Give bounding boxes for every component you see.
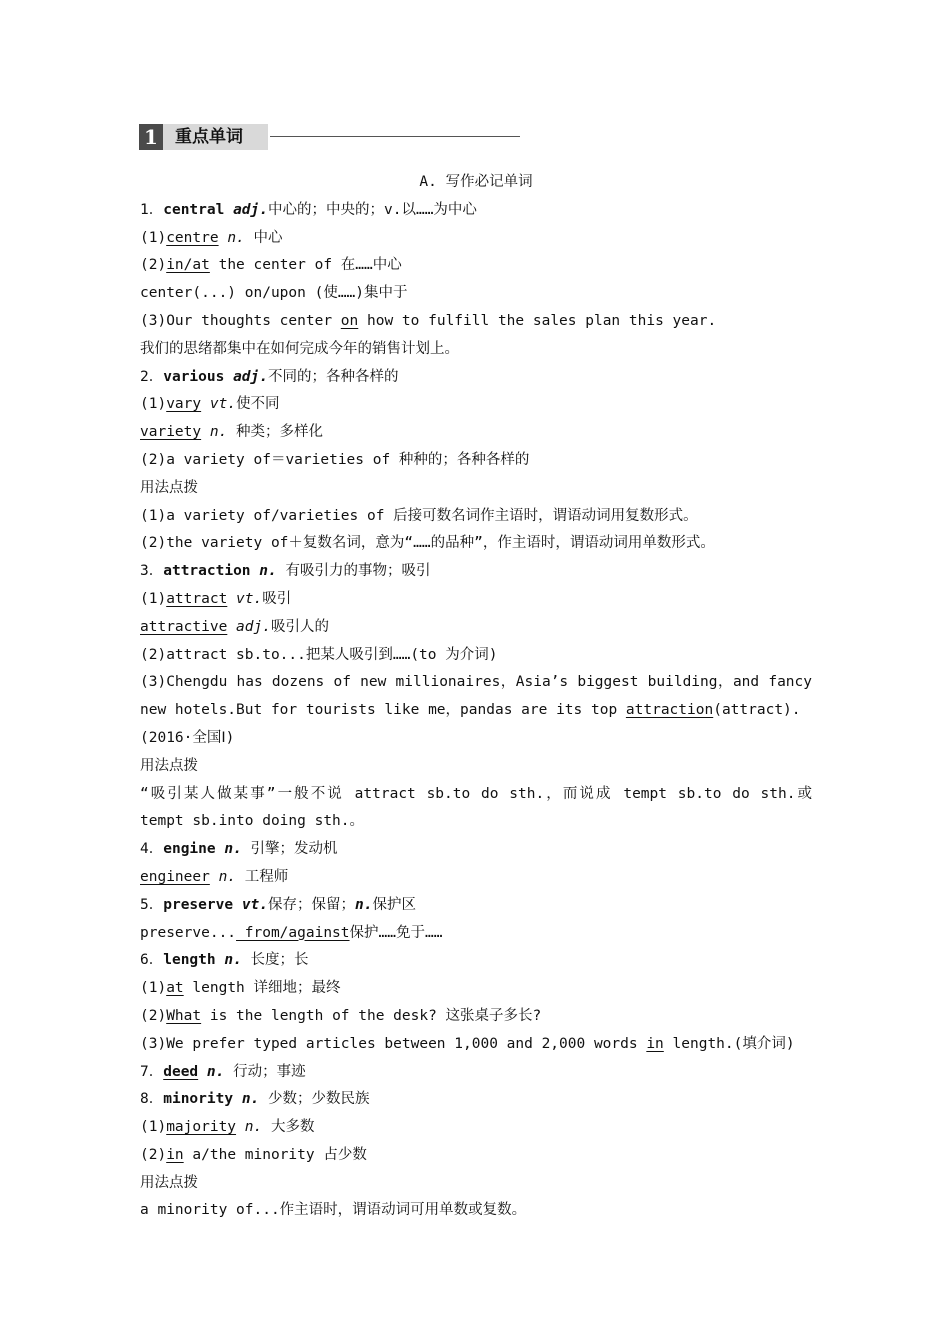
text-segment: What — [166, 1007, 202, 1024]
text-segment: in — [166, 1146, 184, 1163]
text-segment: (2) — [140, 1007, 167, 1024]
text-segment: 用法点拨 — [140, 1174, 198, 1191]
text-segment: n. — [241, 1091, 260, 1108]
text-segment: 工程师 — [236, 868, 289, 885]
text-segment: attraction — [625, 702, 714, 719]
text-segment: 使不同 — [236, 396, 280, 413]
text-line — [140, 1142, 812, 1170]
text-segment — [227, 591, 236, 607]
text-segment: n. — [355, 896, 373, 913]
text-line — [140, 558, 812, 586]
text-segment: 行动；事迹 — [224, 1063, 306, 1080]
text-segment: (1) — [140, 396, 167, 413]
text-segment: 吸引 — [262, 590, 292, 607]
text-segment: (1)a variety of/varieties of 后接可数名词作主语时，谓语动词用复数形式。 — [140, 507, 698, 524]
text-line — [140, 308, 812, 336]
text-segment: 1． — [140, 201, 164, 218]
text-segment: n. — [259, 563, 277, 580]
text-line — [140, 836, 812, 864]
text-line — [140, 280, 812, 308]
text-segment: n. — [206, 1063, 225, 1080]
text-segment — [198, 1064, 207, 1080]
text-segment: 种类；多样化 — [227, 424, 324, 441]
text-line — [140, 503, 812, 531]
text-segment: adj. — [233, 201, 268, 218]
text-segment: (3)Chengdu has dozens of new millionaires，Asia’s biggest building，and fancy — [140, 674, 812, 691]
text-line — [140, 419, 812, 447]
text-line — [140, 753, 812, 781]
text-segment — [201, 396, 210, 412]
text-segment: 用法点拨 — [140, 757, 198, 774]
text-line — [140, 781, 812, 809]
text-segment: length 详细地；最终 — [183, 980, 341, 997]
text-segment: (2016·全国Ⅰ) — [140, 729, 235, 746]
text-line — [140, 864, 812, 892]
text-line — [140, 586, 812, 614]
text-segment: 中心 — [244, 229, 283, 246]
text-segment: a/the minority 占少数 — [183, 1146, 367, 1163]
vocabulary-content — [140, 169, 812, 1225]
text-segment: various — [163, 368, 234, 385]
text-segment: deed — [163, 1063, 199, 1080]
text-segment: new hotels.But for tourists like me，pandas are its top — [140, 702, 626, 719]
text-line — [140, 447, 812, 475]
text-segment: (1) — [140, 229, 167, 246]
text-segment: attractive — [140, 618, 228, 635]
text-line — [140, 975, 812, 1003]
text-segment: the center of 在……中心 — [209, 257, 402, 274]
text-segment: (3)We prefer typed articles between 1,000 and 2,000 words — [140, 1035, 647, 1052]
text-segment: 吸引人的 — [270, 618, 329, 635]
text-line — [140, 697, 812, 725]
text-segment: 7． — [140, 1063, 164, 1080]
text-segment: 引擎；发动机 — [241, 841, 338, 858]
text-segment: is the length of the desk? 这张桌子多长? — [201, 1007, 542, 1024]
text-line — [140, 169, 812, 197]
text-segment: engine — [163, 841, 225, 858]
text-segment: engineer — [140, 868, 210, 885]
text-segment: 6． — [140, 952, 164, 969]
text-line — [140, 947, 812, 975]
text-line — [140, 614, 812, 642]
text-segment: 有吸引力的事物；吸引 — [276, 563, 431, 580]
text-line — [140, 1170, 812, 1198]
text-segment: 5． — [140, 896, 164, 913]
text-segment: vt. — [236, 590, 263, 607]
text-segment: A. 写作必记单词 — [419, 174, 533, 190]
text-segment: n. — [227, 229, 245, 246]
text-segment: variety — [140, 424, 202, 441]
text-line — [140, 530, 812, 558]
text-line — [140, 725, 812, 753]
text-segment: a minority of...作主语时，谓语动词可用单数或复数。 — [140, 1202, 527, 1219]
text-segment: preserve... — [140, 924, 237, 941]
text-segment: how to fulfill the sales plan this year. — [358, 312, 717, 329]
text-segment: (1) — [140, 980, 167, 997]
text-segment: 保存；保留； — [268, 896, 356, 913]
text-line — [140, 336, 812, 364]
text-segment: 3． — [140, 563, 164, 580]
text-segment — [201, 424, 210, 440]
text-segment: 用法点拨 — [140, 479, 198, 496]
text-segment: n. — [209, 424, 228, 441]
text-segment: vt. — [209, 396, 237, 413]
text-segment: “吸引某人做某事”一般不说 attract sb.to do sth.，而说成 tempt sb.to do sth.或 — [140, 785, 812, 802]
section-banner — [139, 124, 524, 152]
text-line — [140, 391, 812, 419]
text-segment: 中心的；中央的；v.以……为中心 — [268, 201, 477, 218]
text-segment: 保护区 — [372, 896, 416, 913]
text-segment: 少数；少数民族 — [259, 1091, 370, 1108]
text-segment: at — [166, 980, 184, 997]
text-segment: vary — [166, 396, 202, 413]
text-segment: (1) — [140, 1119, 167, 1136]
text-segment: attract — [166, 590, 228, 607]
text-line — [140, 1059, 812, 1087]
text-segment: on — [340, 312, 359, 329]
text-segment: 2． — [140, 368, 164, 385]
text-segment: length — [163, 952, 225, 969]
text-segment — [210, 869, 219, 885]
text-line — [140, 1114, 812, 1142]
text-segment — [236, 1119, 245, 1135]
text-segment: preserve — [163, 896, 242, 913]
text-segment: centre — [166, 229, 219, 246]
text-segment: (2)the variety of＋复数名词，意为“……的品种”，作主语时，谓语动词用单数形式。 — [140, 535, 715, 552]
text-segment: (2) — [140, 1146, 167, 1163]
text-segment: vt. — [241, 896, 269, 913]
text-segment: adj. — [233, 368, 268, 385]
text-segment: in — [646, 1035, 664, 1052]
text-segment: 4． — [140, 841, 164, 858]
text-segment: attraction — [163, 563, 260, 580]
text-line — [140, 1031, 812, 1059]
text-segment: length.(填介词) — [663, 1035, 795, 1052]
text-line — [140, 892, 812, 920]
text-line — [140, 920, 812, 948]
text-segment — [227, 619, 236, 635]
text-segment: (2)a variety of＝varieties of 种种的；各种各样的 — [140, 451, 530, 468]
text-segment: 大多数 — [262, 1119, 315, 1136]
text-segment: 我们的思绪都集中在如何完成今年的销售计划上。 — [140, 340, 459, 357]
text-segment: 长度；长 — [241, 952, 309, 969]
text-segment: (2) — [140, 257, 167, 274]
text-line — [140, 669, 812, 697]
text-segment: 不同的；各种各样的 — [268, 368, 399, 385]
text-segment: majority — [166, 1119, 237, 1136]
text-line — [140, 225, 812, 253]
banner-rule — [270, 136, 520, 137]
text-line — [140, 1197, 812, 1225]
text-segment: minority — [163, 1091, 242, 1108]
text-line — [140, 1086, 812, 1114]
text-segment: n. — [224, 841, 242, 858]
text-segment: adj. — [236, 618, 271, 635]
section-title: 重点单词 — [163, 124, 268, 150]
text-line — [140, 252, 812, 280]
text-segment: n. — [224, 952, 242, 969]
text-line — [140, 642, 812, 670]
section-number: 1 — [139, 124, 163, 150]
text-segment: (2)attract sb.to...把某人吸引到……(to 为介词) — [140, 646, 498, 663]
text-segment: (1) — [140, 590, 167, 607]
text-line — [140, 364, 812, 392]
text-segment: n. — [244, 1119, 263, 1136]
text-segment: in/at — [166, 257, 210, 274]
text-segment: (attract). — [713, 702, 801, 719]
text-segment: from/against — [236, 924, 350, 941]
text-segment: 8． — [140, 1091, 164, 1108]
text-line — [140, 475, 812, 503]
text-segment: center(...) on/upon (使……)集中于 — [140, 285, 408, 302]
text-segment: central — [163, 201, 234, 218]
text-line — [140, 197, 812, 225]
text-line — [140, 1003, 812, 1031]
text-segment: tempt sb.into doing sth.。 — [140, 813, 365, 830]
text-segment: 保护……免于…… — [349, 924, 443, 941]
text-line — [140, 808, 812, 836]
text-segment: n. — [218, 868, 237, 885]
text-segment: (3)Our thoughts center — [140, 312, 341, 329]
